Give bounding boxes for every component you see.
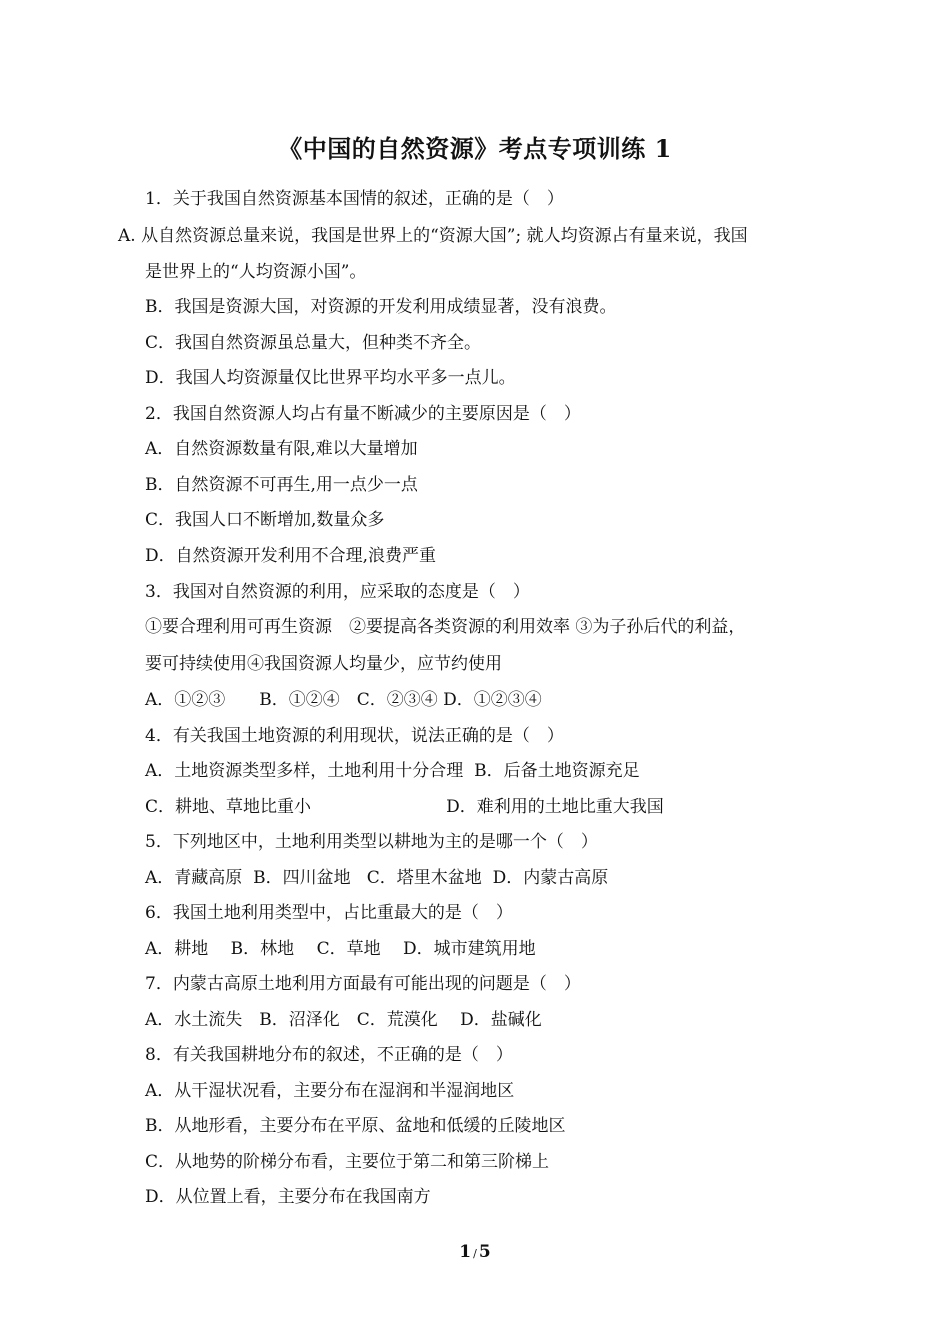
question-8-option-c: C．从地势的阶梯分布看，主要位于第二和第三阶梯上: [145, 1152, 550, 1172]
question-5-options: A．青藏高原 B．四川盆地 C．塔里木盆地 D．内蒙古高原: [145, 868, 609, 888]
question-1-option-a: A. 从自然资源总量来说，我国是世界上的“资源大国”; 就人均资源占有量来说，我国: [118, 226, 748, 246]
question-3-statements: ①要合理利用可再生资源 ②要提高各类资源的利用效率 ③为子孙后代的利益，: [145, 617, 746, 637]
question-4-options-ab: A．土地资源类型多样，土地利用十分合理 B．后备土地资源充足: [145, 761, 640, 781]
question-6-stem: 6．我国土地利用类型中，占比重最大的是（ ）: [145, 903, 513, 923]
question-1-option-c: C．我国自然资源虽总量大，但种类不齐全。: [145, 333, 482, 353]
question-6-options: A．耕地 B．林地 C．草地 D．城市建筑用地: [145, 939, 536, 959]
question-2-option-a: A．自然资源数量有限,难以大量增加: [145, 439, 418, 459]
current-page-number: 1: [459, 1242, 472, 1262]
question-2-option-d: D．自然资源开发利用不合理,浪费严重: [145, 546, 437, 566]
question-4-stem: 4．有关我国土地资源的利用现状，说法正确的是（ ）: [145, 726, 564, 746]
question-8-stem: 8．有关我国耕地分布的叙述，不正确的是（ ）: [145, 1045, 513, 1065]
question-1-stem: 1．关于我国自然资源基本国情的叙述，正确的是（ ）: [145, 189, 564, 209]
document-title: 《中国的自然资源》考点专项训练 1: [278, 134, 672, 163]
question-7-stem: 7．内蒙古高原土地利用方面最有可能出现的问题是（ ）: [145, 974, 581, 994]
question-5-stem: 5．下列地区中，土地利用类型以耕地为主的是哪一个（ ）: [145, 832, 598, 852]
question-2-option-c: C．我国人口不断增加,数量众多: [145, 510, 385, 530]
question-1-option-d: D．我国人均资源量仅比世界平均水平多一点儿。: [145, 368, 516, 388]
question-1-option-a-cont: 是世界上的“人均资源小国”。: [145, 262, 367, 282]
question-8-option-a: A．从干湿状况看，主要分布在湿润和半湿润地区: [145, 1081, 515, 1101]
page-number: [0, 1242, 950, 1262]
question-3-options: A．①②③ B．①②④ C．②③④ D．①②③④: [145, 690, 542, 710]
page-separator: /: [473, 1247, 477, 1260]
question-7-options: A．水土流失 B．沼泽化 C．荒漠化 D．盐碱化: [145, 1010, 542, 1030]
question-2-stem: 2．我国自然资源人均占有量不断减少的主要原因是（ ）: [145, 404, 581, 424]
question-3-statements-cont: 要可持续使用④我国资源人均量少，应节约使用: [145, 654, 502, 674]
question-4-options-cd: C．耕地、草地比重小 D．难利用的土地比重大我国: [145, 797, 664, 817]
question-8-option-b: B．从地形看，主要分布在平原、盆地和低缓的丘陵地区: [145, 1116, 566, 1136]
question-8-option-d: D．从位置上看，主要分布在我国南方: [145, 1187, 431, 1207]
question-1-option-b: B．我国是资源大国，对资源的开发利用成绩显著，没有浪费。: [145, 297, 617, 317]
question-3-stem: 3．我国对自然资源的利用，应采取的态度是（ ）: [145, 582, 530, 602]
question-2-option-b: B．自然资源不可再生,用一点少一点: [145, 475, 418, 495]
total-pages-number: 5: [478, 1242, 491, 1262]
